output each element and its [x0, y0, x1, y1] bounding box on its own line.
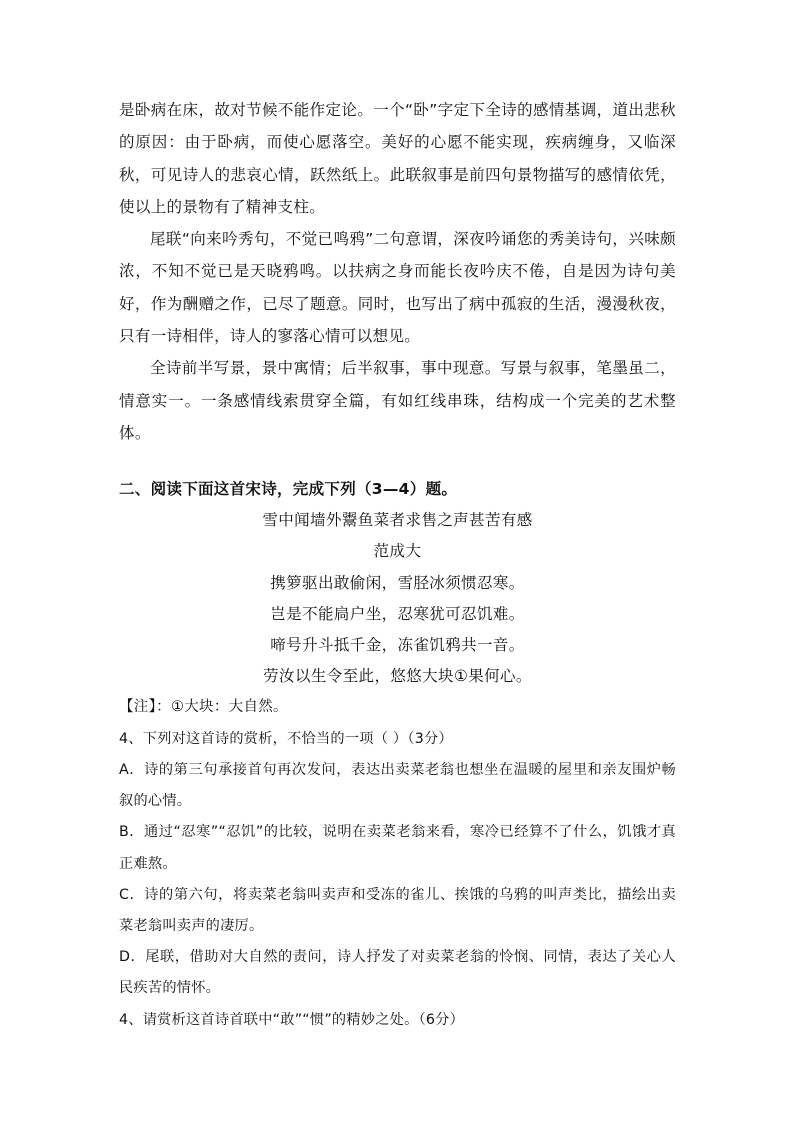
question-4-stem: 4、下列对这首诗的赏析，不恰当的一项（ ）（3分） — [119, 730, 453, 747]
poem-block — [119, 505, 676, 692]
poem-line: 岂是不能扃户坐，忍寒犹可忍饥难。 — [270, 604, 525, 623]
analysis-paragraph-2: 尾联“向来吟秀句，不觉已鸣鸦”二句意谓，深夜吟诵您的秀美诗句，兴味颇浓，不知不觉已是天晓鸦鸣。以扶病之身而能长夜吟庆不倦，自是因为诗句美好，作为酬赠之作，已尽了题意。同时，也写出了病中孤寂的生活，漫漫秋夜，只有一诗相伴，诗人的寥落心情可以想见。 — [119, 230, 676, 346]
question-5-stem: 4、请赏析这首诗首联中“敢”“惯”的精妙之处。（6分） — [119, 1011, 465, 1028]
analysis-paragraph-1: 是卧病在床，故对节候不能作定论。一个“卧”字定下全诗的感情基调，道出悲秋的原因：由于卧病，而使心愿落空。美好的心愿不能实现，疾病缠身，又临深秋，可见诗人的悲哀心情，跃然纸上。此联叙事是前四句景物描写的感情依凭，使以上的景物有了精神支柱。 — [119, 101, 676, 216]
option-a: A．诗的第三句承接首句再次发问，表达出卖菜老翁也想坐在温暖的屋里和亲友围炉畅叙的心情。 — [119, 761, 676, 810]
page-content — [119, 94, 676, 1036]
option-d: D．尾联，借助对大自然的责问，诗人抒发了对卖菜老翁的怜悯、同情，表达了关心人民疾苦的情怀。 — [119, 949, 676, 997]
option-c: C．诗的第六句，将卖菜老翁叫卖声和受冻的雀儿、挨饿的乌鸦的叫声类比，描绘出卖菜老翁叫卖声的凄厉。 — [119, 886, 676, 934]
section-heading: 二、阅读下面这首宋诗，完成下列（3—4）题。 — [119, 480, 458, 499]
poem-line: 劳汝以生令至此，悠悠大块①果何心。 — [263, 667, 532, 686]
analysis-paragraph-3: 全诗前半写景，景中寓情；后半叙事，事中现意。写景与叙事，笔墨虽二，情意实一。一条感情线索贯穿全篇，有如红线串珠，结构成一个完美的艺术整体。 — [119, 359, 676, 442]
poem-title: 雪中闻墙外鬻鱼菜者求售之声甚苦有感 — [262, 511, 533, 530]
option-b: B．通过“忍寒”“忍饥”的比较，说明在卖菜老翁来看，寒冷已经算不了什么，饥饿才真正难熬。 — [119, 824, 676, 872]
poem-author: 范成大 — [373, 542, 422, 561]
poem-note: 【注】：①大块：大自然。 — [119, 699, 288, 716]
poem-line: 啼号升斗抵千金，冻雀饥鸦共一音。 — [270, 636, 525, 655]
poem-line: 携箩驱出敢偷闲，雪胫冰须惯忍寒。 — [270, 573, 525, 592]
